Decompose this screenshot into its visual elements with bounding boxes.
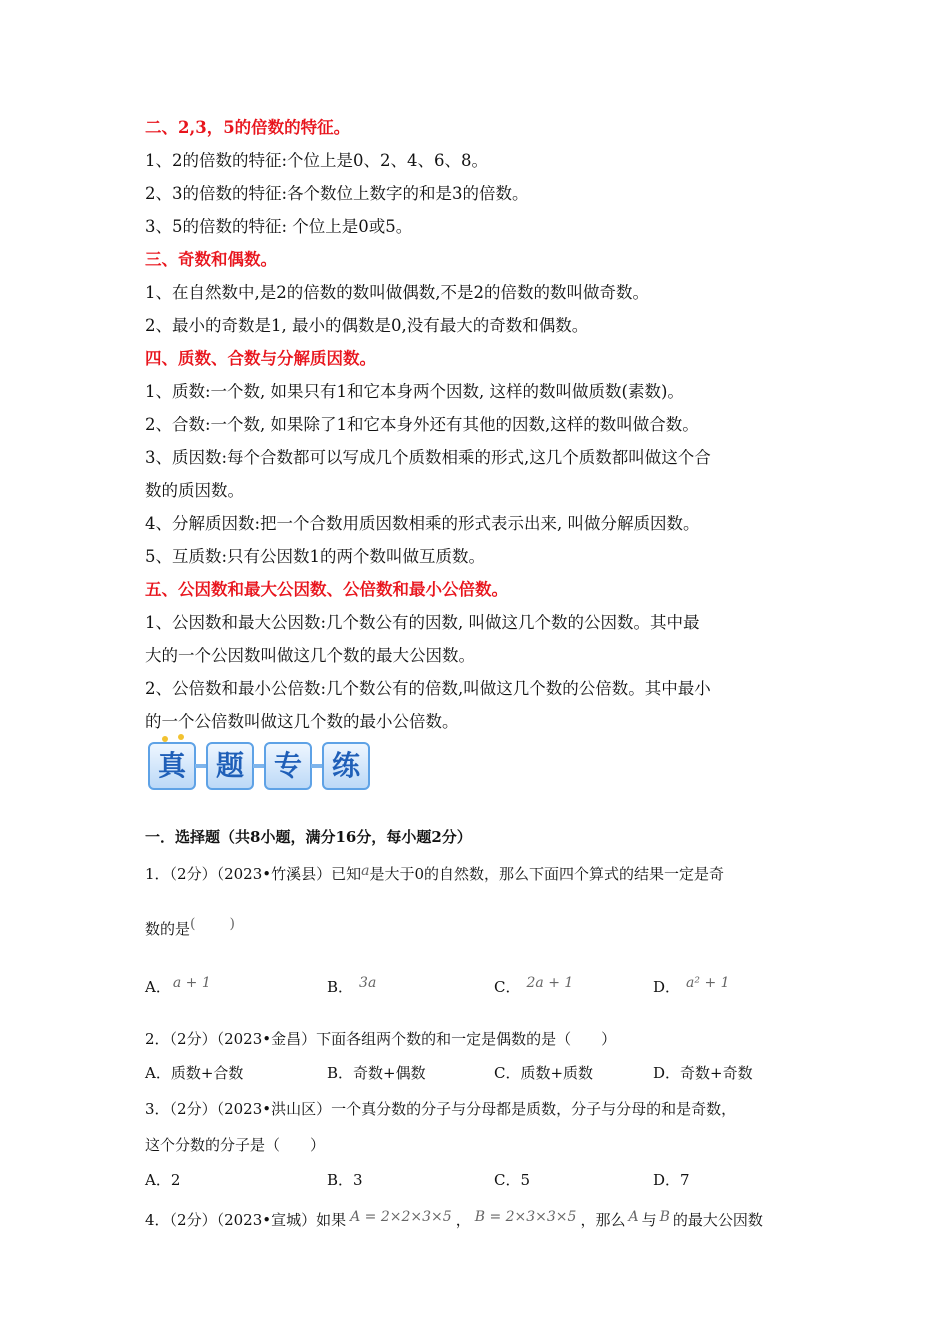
list-item: 的一个公倍数叫做这几个数的最小公倍数。 — [145, 712, 459, 731]
list-item: 4、分解质因数:把一个合数用质因数相乘的形式表示出来, 叫做分解质因数。 — [145, 514, 700, 533]
option-d: D．7 — [653, 1171, 690, 1189]
math-expr: a + 1 — [172, 975, 211, 991]
question-text: 4．（2分）（2023•宣城）如果 — [145, 1211, 347, 1229]
list-item: 5、互质数:只有公因数1的两个数叫做互质数。 — [145, 547, 486, 566]
exercise-title: 一．选择题（共8小题，满分16分，每小题2分） — [145, 828, 472, 846]
banner-tile: 专 — [264, 742, 312, 790]
list-item: 大的一个公因数叫做这几个数的最大公因数。 — [145, 646, 475, 665]
banner-tile: 真 — [148, 742, 196, 790]
list-item: 1、在自然数中,是2的倍数的数叫做偶数,不是2的倍数的数叫做奇数。 — [145, 283, 649, 302]
option-b: B．奇数+偶数 — [327, 1064, 426, 1082]
question-text: 的最大公因数 — [672, 1211, 763, 1229]
math-expr: a² + 1 — [686, 975, 730, 991]
option-b — [327, 973, 376, 997]
practice-banner — [148, 740, 370, 794]
list-item: 2、最小的奇数是1, 最小的偶数是0,没有最大的奇数和偶数。 — [145, 316, 589, 335]
section-heading: 二、2,3，5的倍数的特征。 — [145, 118, 351, 137]
math-var: A — [628, 1209, 639, 1225]
section-heading: 三、奇数和偶数。 — [145, 250, 277, 269]
list-item: 1、质数:一个数, 如果只有1和它本身两个因数, 这样的数叫做质数(素数)。 — [145, 382, 684, 401]
question-text: ，那么 — [580, 1211, 626, 1229]
math-expr: A = 2×2×3×5 — [350, 1209, 452, 1225]
math-var: B — [659, 1209, 670, 1225]
paren-close: ) — [229, 916, 235, 932]
question-text: 与 — [641, 1211, 657, 1229]
option-label: B． — [327, 978, 354, 996]
math-expr: 3a — [359, 975, 377, 991]
option-b: B．3 — [327, 1171, 363, 1189]
list-item: 1、2的倍数的特征:个位上是0、2、4、6、8。 — [145, 151, 489, 170]
list-item: 2、公倍数和最小公倍数:几个数公有的倍数,叫做这几个数的公倍数。其中最小 — [145, 679, 711, 698]
list-item: 3、质因数:每个合数都可以写成几个质数相乘的形式,这几个质数都叫做这个合 — [145, 448, 711, 467]
section-heading: 四、质数、合数与分解质因数。 — [145, 349, 376, 368]
question-1 — [145, 860, 724, 885]
list-item: 3、5的倍数的特征: 个位上是0或5。 — [145, 217, 413, 236]
option-a: A．质数+合数 — [145, 1064, 244, 1082]
question-4 — [145, 1206, 763, 1231]
math-expr: 2a + 1 — [526, 975, 574, 991]
math-expr: B = 2×3×3×5 — [474, 1209, 577, 1225]
math-var: a — [361, 863, 370, 879]
option-a: A．2 — [145, 1171, 181, 1189]
question-text: 是大于0的自然数，那么下面四个算式的结果一定是奇 — [369, 865, 725, 883]
option-c: C．质数+质数 — [494, 1064, 594, 1082]
list-item: 数的质因数。 — [145, 481, 244, 500]
paren-open: ( — [190, 916, 196, 932]
option-d: D．奇数+奇数 — [653, 1064, 753, 1082]
option-label: D． — [653, 978, 681, 996]
question-3-line2: 这个分数的分子是（ ） — [145, 1136, 326, 1154]
banner-tile: 题 — [206, 742, 254, 790]
option-c — [494, 973, 573, 997]
section-heading: 五、公因数和最大公因数、公倍数和最小公倍数。 — [145, 580, 508, 599]
banner-tile: 练 — [322, 742, 370, 790]
question-3: 3．（2分）（2023•洪山区）一个真分数的分子与分母都是质数，分子与分母的和是奇数， — [145, 1100, 737, 1118]
question-1-line2 — [145, 913, 235, 940]
option-c: C．5 — [494, 1171, 531, 1189]
decoration-dot — [178, 734, 184, 740]
list-item: 1、公因数和最大公因数:几个数公有的因数, 叫做这几个数的公因数。其中最 — [145, 613, 700, 632]
list-item: 2、3的倍数的特征:各个数位上数字的和是3的倍数。 — [145, 184, 529, 203]
question-text: ， — [455, 1211, 471, 1229]
option-label: C． — [494, 978, 521, 996]
question-text: 数的是 — [145, 920, 191, 938]
option-a — [145, 973, 211, 997]
question-2: 2．（2分）（2023•金昌）下面各组两个数的和一定是偶数的是（ ） — [145, 1030, 617, 1048]
option-label: A． — [145, 978, 171, 996]
question-text: 1．（2分）（2023•竹溪县）已知 — [145, 865, 362, 883]
option-d — [653, 973, 730, 997]
list-item: 2、合数:一个数, 如果除了1和它本身外还有其他的因数,这样的数叫做合数。 — [145, 415, 699, 434]
